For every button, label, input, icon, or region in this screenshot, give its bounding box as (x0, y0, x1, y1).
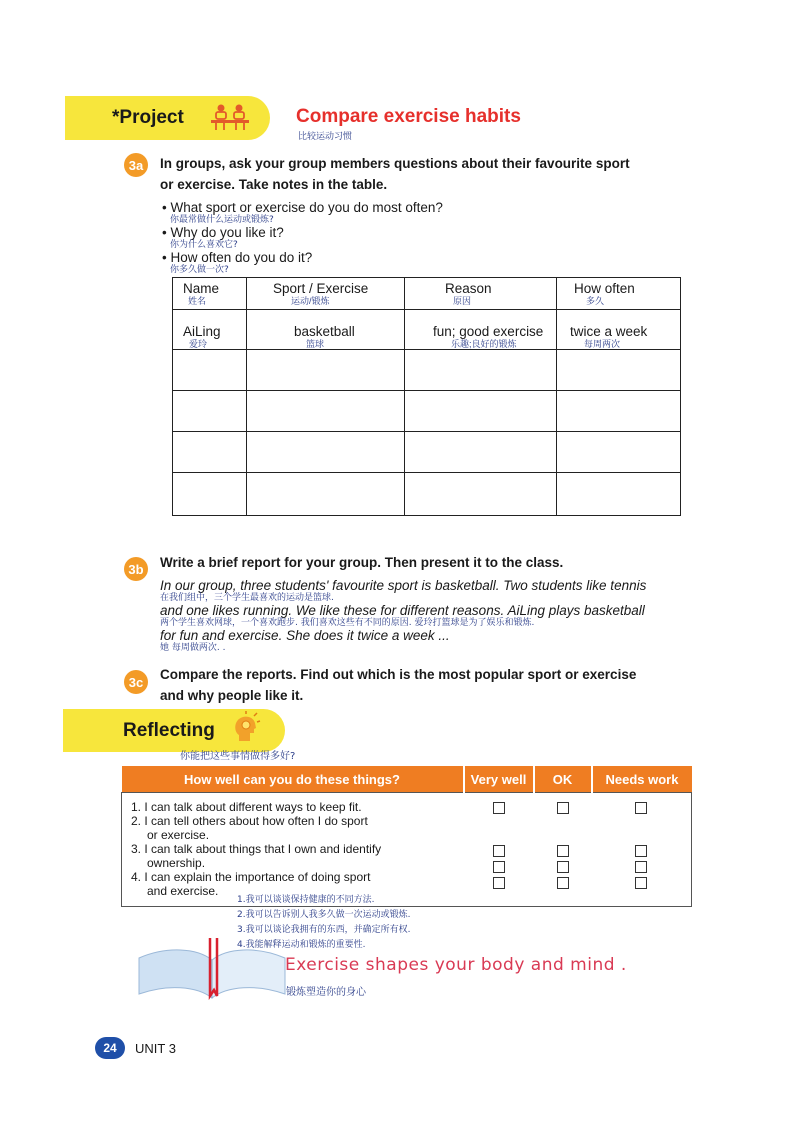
badge-3a: 3a (124, 153, 148, 177)
instruction-3a-line1: In groups, ask your group members questions about their favourite sport (160, 156, 630, 171)
head-lightbulb-icon (231, 711, 261, 748)
unit-number: 3 (168, 1041, 176, 1056)
instruction-3c (160, 664, 636, 706)
report-line-zh: 在我们组中，三个学生最喜欢的运动是篮球. (160, 593, 334, 603)
question-item: • Why do you like it? (162, 225, 284, 240)
self-assessment-table (121, 766, 692, 907)
instruction-3a-line2: or exercise. Take notes in the table. (160, 177, 388, 192)
table-row: AiLing 爱玲 basketball 篮球 fun; good exercise 乐趣;良好的锻炼 twice a week 每周两次 (173, 310, 681, 350)
header-needs-work: Needs work (592, 766, 692, 793)
checkbox-ok[interactable] (557, 802, 569, 814)
checkbox-needs-work[interactable] (635, 861, 647, 873)
checkbox-ok[interactable] (557, 877, 569, 889)
header-reason: Reason 原因 (405, 278, 557, 310)
unit-word: UNIT (135, 1041, 166, 1056)
project-label: *Project (112, 107, 184, 128)
header-name: Name 姓名 (173, 278, 247, 310)
checkbox-very-well[interactable] (493, 861, 505, 873)
question-item: • How often do you do it? (162, 250, 313, 265)
badge-3b: 3b (124, 557, 148, 581)
notes-table (172, 277, 681, 516)
checkbox-very-well[interactable] (493, 877, 505, 889)
instruction-3c-line1: Compare the reports. Find out which is the most popular sport or exercise (160, 667, 637, 682)
question-item-zh: 你为什么喜欢它? (170, 240, 238, 250)
instruction-3a (160, 153, 630, 195)
can-do-item-cont: and exercise. (147, 884, 219, 898)
can-do-item: 3. I can talk about things that I own and identify (131, 842, 382, 856)
instruction-3c-line2: and why people like it. (160, 688, 304, 703)
note-line-zh: 2.我可以告诉别人我多久做一次运动或锻炼. (237, 910, 411, 920)
badge-3c: 3c (124, 670, 148, 694)
note-line-zh: 1.我可以谈谈保持健康的不同方法. (237, 895, 375, 905)
checkbox-needs-work[interactable] (635, 802, 647, 814)
report-line: and one likes running. We like these for different reasons. AiLing plays basketball (160, 603, 645, 618)
question-list (162, 200, 443, 275)
unit-label (135, 1041, 176, 1056)
header-how-often: How often 多久 (557, 278, 681, 310)
note-line-zh: 4.我能解释运动和锻炼的重要性. (237, 940, 366, 950)
report-line-zh: 她 每周做两次. . (160, 643, 226, 653)
header-how-well: How well can you do these things? (122, 766, 464, 793)
motto-zh: 锻炼塑造你的身心 (286, 987, 366, 998)
can-do-item: 4. I can explain the importance of doing sport (131, 870, 371, 884)
reflecting-subtitle-zh: 你能把这些事情做得多好? (180, 751, 296, 762)
project-title-zh: 比较运动习惯 (298, 132, 353, 142)
assessment-header-row (122, 766, 692, 793)
checkbox-very-well[interactable] (493, 845, 505, 857)
header-very-well: Very well (464, 766, 534, 793)
report-text (160, 578, 646, 653)
table-row-empty (173, 350, 681, 391)
project-title: Compare exercise habits (296, 106, 521, 127)
table-header-row (173, 278, 681, 310)
header-sport: Sport / Exercise 运动/锻炼 (247, 278, 405, 310)
page-number: 24 (95, 1037, 125, 1059)
assessment-body (122, 793, 692, 907)
reflecting-title: Reflecting (123, 720, 215, 741)
question-item: • What sport or exercise do you do most often? (162, 200, 443, 215)
question-item-zh: 你多久做一次? (170, 265, 229, 275)
checkbox-ok[interactable] (557, 845, 569, 857)
checkbox-ok[interactable] (557, 861, 569, 873)
open-book-icon (137, 938, 287, 1005)
motto: Exercise shapes your body and mind . (285, 955, 627, 975)
checkbox-very-well[interactable] (493, 802, 505, 814)
table-row-empty (173, 473, 681, 516)
report-line: for fun and exercise. She does it twice a week ... (160, 628, 450, 643)
header-ok: OK (534, 766, 592, 793)
can-do-item-cont: or exercise. (147, 828, 210, 842)
table-row-empty (173, 432, 681, 473)
can-do-item-cont: ownership. (147, 856, 206, 870)
table-row-empty (173, 391, 681, 432)
report-line: In our group, three students' favourite sport is basketball. Two students like tennis (160, 578, 647, 593)
checkbox-needs-work[interactable] (635, 877, 647, 889)
group-meeting-icon (208, 102, 252, 137)
checkbox-needs-work[interactable] (635, 845, 647, 857)
question-item-zh: 你最常做什么运动或锻炼? (170, 215, 274, 225)
report-line-zh: 两个学生喜欢网球，一个喜欢跑步. 我们喜欢这些有不同的原因. 爱玲打篮球是为了娱乐和锻炼. (160, 618, 535, 628)
can-do-item: 1. I can talk about different ways to keep fit. (131, 800, 362, 814)
note-line-zh: 3.我可以谈论我拥有的东西，并确定所有权. (237, 925, 411, 935)
instruction-3b: Write a brief report for your group. Then present it to the class. (160, 555, 564, 570)
can-do-item: 2. I can tell others about how often I do sport (131, 814, 368, 828)
